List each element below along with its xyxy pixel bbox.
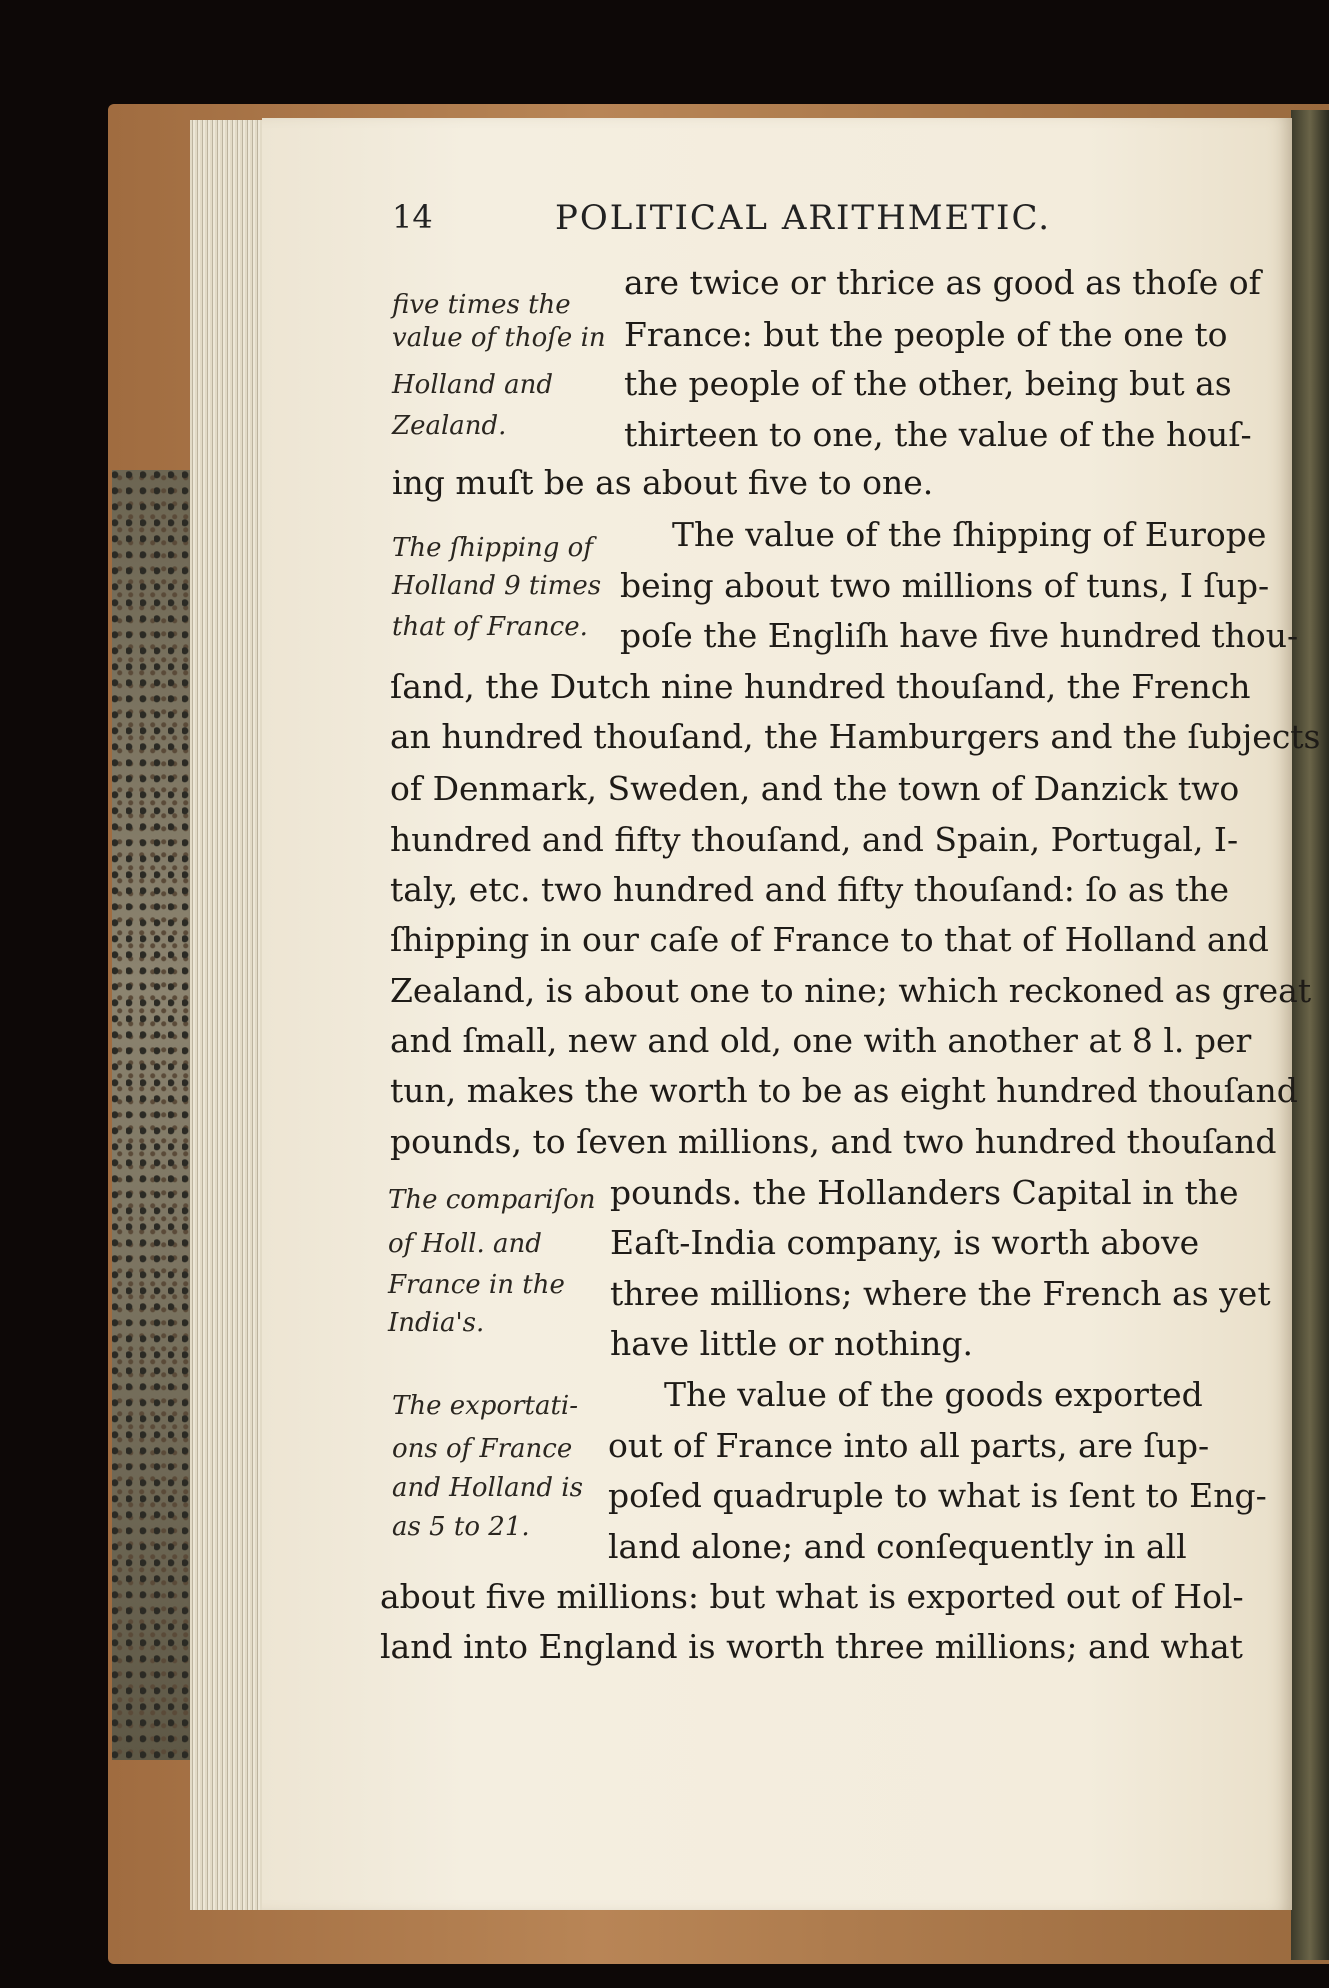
body-line: poſed quadruple to what is ſent to Eng-: [608, 1476, 1267, 1515]
body-line: tun, makes the worth to be as eight hundred thouſand: [390, 1071, 1298, 1110]
body-line: three millions; where the French as yet: [610, 1274, 1271, 1313]
body-line: Zealand, is about one to nine; which reckoned as great: [390, 971, 1312, 1010]
body-line: ſhipping in our caſe of France to that of Holland and: [390, 920, 1269, 959]
sidenote-line: Holland and: [392, 370, 554, 400]
body-line: out of France into all parts, are ſup-: [608, 1426, 1210, 1465]
body-line: being about two millions of tuns, I ſup-: [620, 566, 1270, 605]
body-line: land into England is worth three millions; and what: [380, 1627, 1243, 1666]
sidenote-line: of Holl. and: [388, 1229, 542, 1259]
sidenote-line: value of thoſe in: [392, 323, 606, 353]
body-line: ing muſt be as about five to one.: [392, 463, 934, 502]
body-line: pounds, to ſeven millions, and two hundred thouſand: [390, 1122, 1277, 1161]
facing-page-edge: [1291, 110, 1329, 1960]
sidenote-line: that of France.: [392, 612, 588, 642]
running-title: POLITICAL ARITHMETIC.: [555, 198, 1052, 238]
body-line: of Denmark, Sweden, and the town of Danzick two: [390, 769, 1240, 808]
sidenote-line: The ſhipping of: [392, 533, 593, 563]
body-line: The value of the goods exported: [664, 1375, 1203, 1414]
body-line: ſand, the Dutch nine hundred thouſand, the French: [390, 667, 1251, 706]
body-line: and ſmall, new and old, one with another at 8 l. per: [390, 1021, 1252, 1060]
body-line: The value of the ſhipping of Europe: [672, 515, 1267, 554]
sidenote-line: ons of France: [392, 1434, 573, 1464]
sidenote-line: India's.: [388, 1308, 485, 1338]
body-line: have little or nothing.: [610, 1324, 973, 1363]
body-line: taly, etc. two hundred and fifty thouſand: ſo as the: [390, 870, 1230, 909]
sidenote-line: The exportati-: [392, 1391, 579, 1421]
sidenote-line: Holland 9 times: [392, 571, 602, 601]
page-header: [0, 198, 1329, 246]
body-line: are twice or thrice as good as thoſe of: [624, 263, 1261, 302]
marbled-board: [112, 470, 194, 1760]
body-line: the people of the other, being but as: [624, 364, 1232, 403]
sidenote-line: and Holland is: [392, 1473, 583, 1503]
page-number: 14: [392, 198, 433, 236]
body-line: pounds. the Hollanders Capital in the: [610, 1173, 1239, 1212]
page-edges: [190, 120, 270, 1910]
sidenote-line: The compariſon: [388, 1185, 596, 1215]
sidenote-line: France in the: [388, 1270, 565, 1300]
sidenote-line: as 5 to 21.: [392, 1512, 530, 1542]
body-line: land alone; and conſequently in all: [608, 1527, 1187, 1566]
sidenote-line: five times the: [392, 290, 571, 320]
body-line: an hundred thouſand, the Hamburgers and the ſubjects: [390, 717, 1321, 756]
body-line: Eaſt-India company, is worth above: [610, 1223, 1200, 1262]
body-line: thirteen to one, the value of the houſ-: [624, 415, 1252, 454]
body-line: about five millions: but what is exported out of Hol-: [380, 1577, 1244, 1616]
sidenote-line: Zealand.: [392, 411, 507, 441]
body-line: hundred and fifty thouſand, and Spain, Portugal, I-: [390, 820, 1239, 859]
body-line: France: but the people of the one to: [624, 315, 1228, 354]
body-line: poſe the Engliſh have five hundred thou-: [620, 616, 1299, 655]
